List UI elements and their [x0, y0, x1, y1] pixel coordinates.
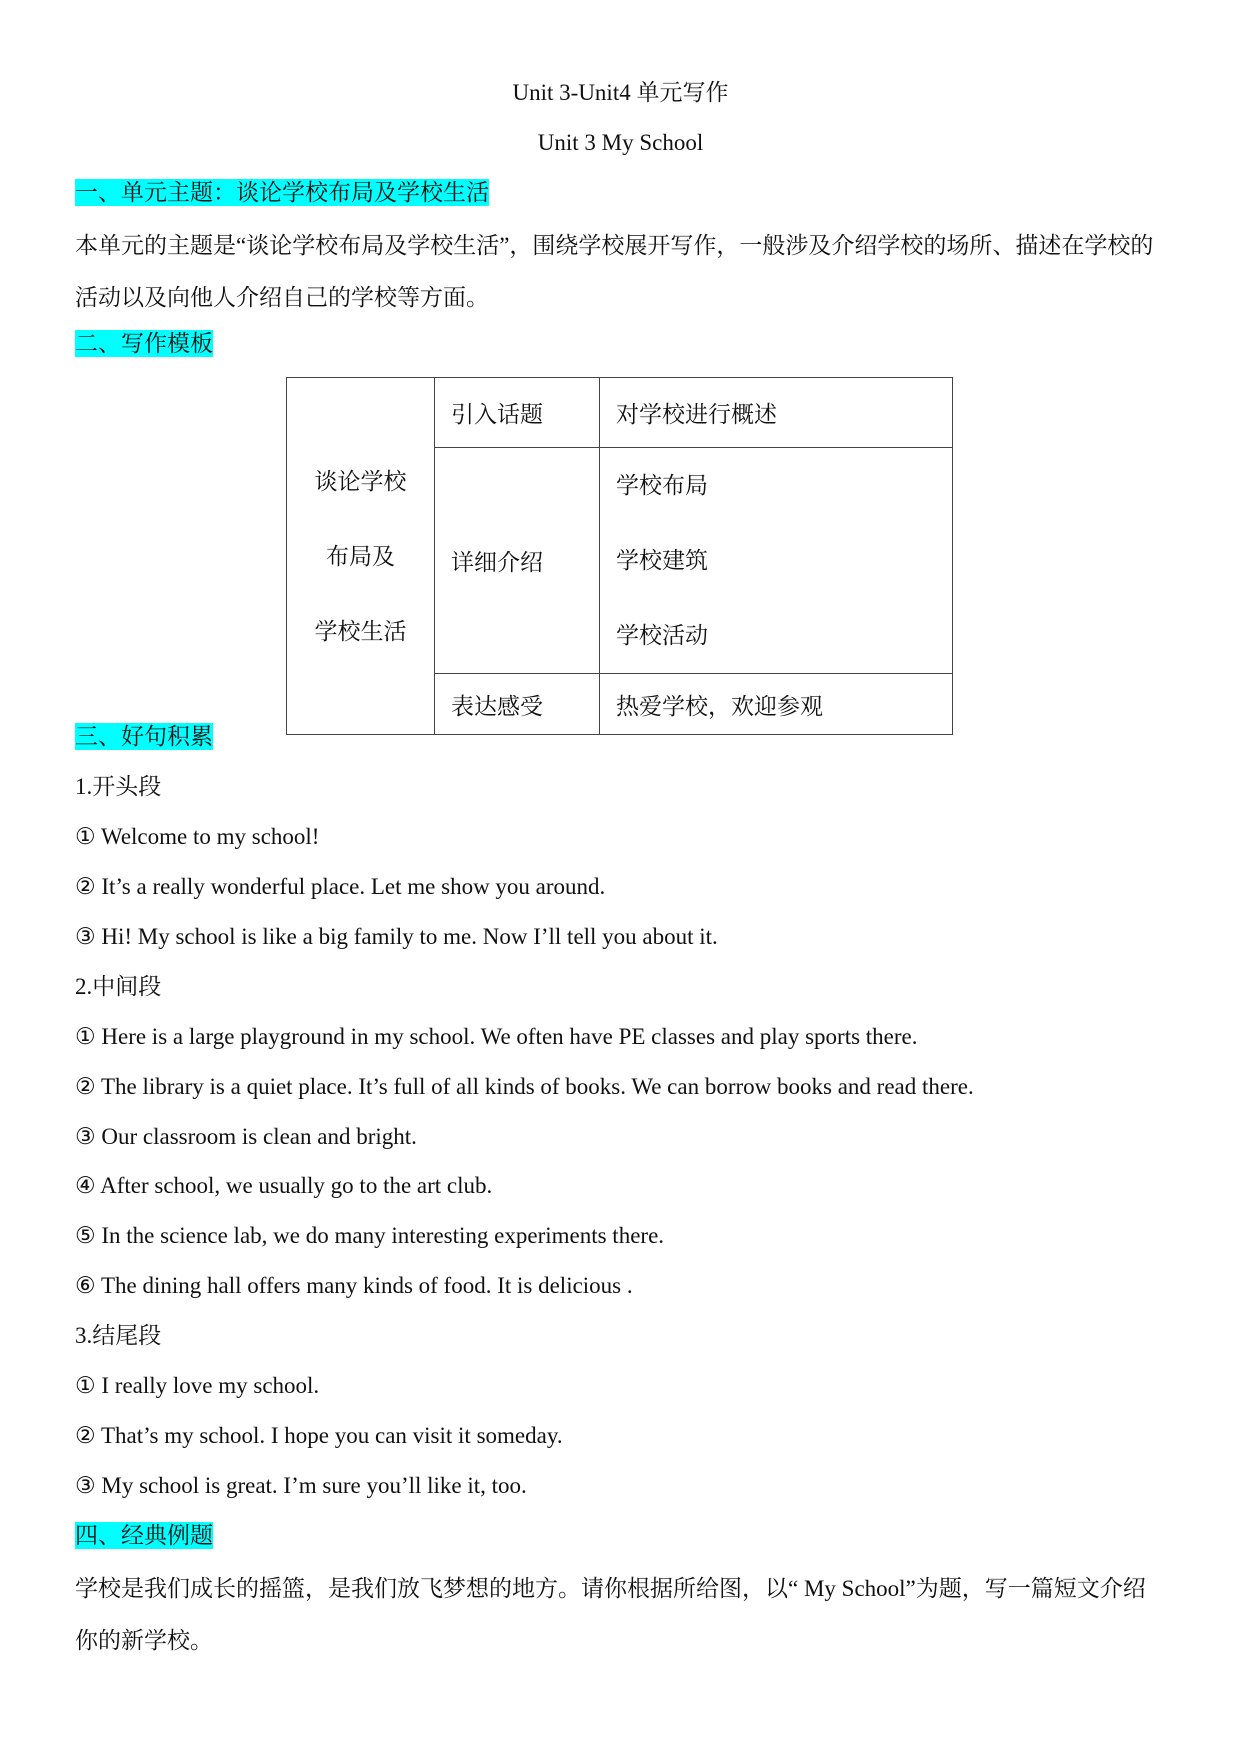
document-subtitle: Unit 3 My School — [537, 130, 704, 155]
topic-line: 谈论学校 — [314, 468, 407, 494]
content-line: 学校建筑 — [616, 548, 708, 573]
content-cell: 热爱学校，欢迎参观 — [600, 674, 953, 735]
sentence: ① Here is a large playground in my school. We often have PE classes and play sports there. — [75, 1024, 918, 1049]
sentence: ③ Hi! My school is like a big family to me. Now I’ll tell you about it. — [75, 924, 718, 949]
sentence: ① I really love my school. — [75, 1373, 320, 1398]
heading-highlight: 三、好句积累 — [75, 724, 213, 749]
section-heading-1 — [75, 178, 489, 208]
group-label-opening: 1.开头段 — [75, 774, 162, 799]
sentence: ④ After school, we usually go to the art club. — [75, 1173, 493, 1198]
step-cell: 详细介绍 — [435, 448, 600, 674]
table-row — [287, 378, 953, 448]
heading-highlight: 四、经典例题 — [75, 1523, 213, 1548]
document-title: Unit 3-Unit4 单元写作 — [512, 80, 729, 105]
section-heading-4 — [75, 1521, 213, 1551]
section-heading-2 — [75, 329, 213, 359]
sentence: ② That’s my school. I hope you can visit it someday. — [75, 1423, 563, 1448]
sentence: ② The library is a quiet place. It’s full of all kinds of books. We can borrow books and read there. — [75, 1074, 974, 1099]
section-heading-3 — [75, 722, 213, 752]
sentence: ② It’s a really wonderful place. Let me show you around. — [75, 874, 606, 899]
content-cell: 对学校进行概述 — [600, 378, 953, 448]
topic-line: 学校生活 — [314, 618, 407, 644]
heading-highlight: 一、单元主题：谈论学校布局及学校生活 — [75, 180, 489, 205]
heading-highlight: 二、写作模板 — [75, 331, 213, 356]
group-label-middle: 2.中间段 — [75, 974, 162, 999]
writing-template-table — [286, 377, 953, 735]
example-prompt-paragraph: 学校是我们成长的摇篮，是我们放飞梦想的地方。请你根据所给图，以“ My School”为题，写一篇短文介绍你的新学校。 — [75, 1576, 1146, 1653]
step-cell: 引入话题 — [435, 378, 600, 448]
content-cell — [600, 448, 953, 674]
step-cell: 表达感受 — [435, 674, 600, 735]
sentence: ① Welcome to my school! — [75, 824, 320, 849]
topic-line: 布局及 — [326, 543, 395, 569]
topic-cell — [287, 378, 435, 735]
sentence: ⑤ In the science lab, we do many interesting experiments there. — [75, 1223, 665, 1248]
content-line: 学校布局 — [616, 473, 708, 498]
sentence: ⑥ The dining hall offers many kinds of food. It is delicious . — [75, 1273, 633, 1298]
section-1-paragraph: 本单元的主题是“谈论学校布局及学校生活”，围绕学校展开写作，一般涉及介绍学校的场所、描述在学校的活动以及向他人介绍自己的学校等方面。 — [75, 233, 1154, 310]
content-line: 学校活动 — [616, 623, 708, 648]
sentence: ③ Our classroom is clean and bright. — [75, 1124, 417, 1149]
sentence: ③ My school is great. I’m sure you’ll like it, too. — [75, 1473, 527, 1498]
group-label-ending: 3.结尾段 — [75, 1323, 162, 1348]
